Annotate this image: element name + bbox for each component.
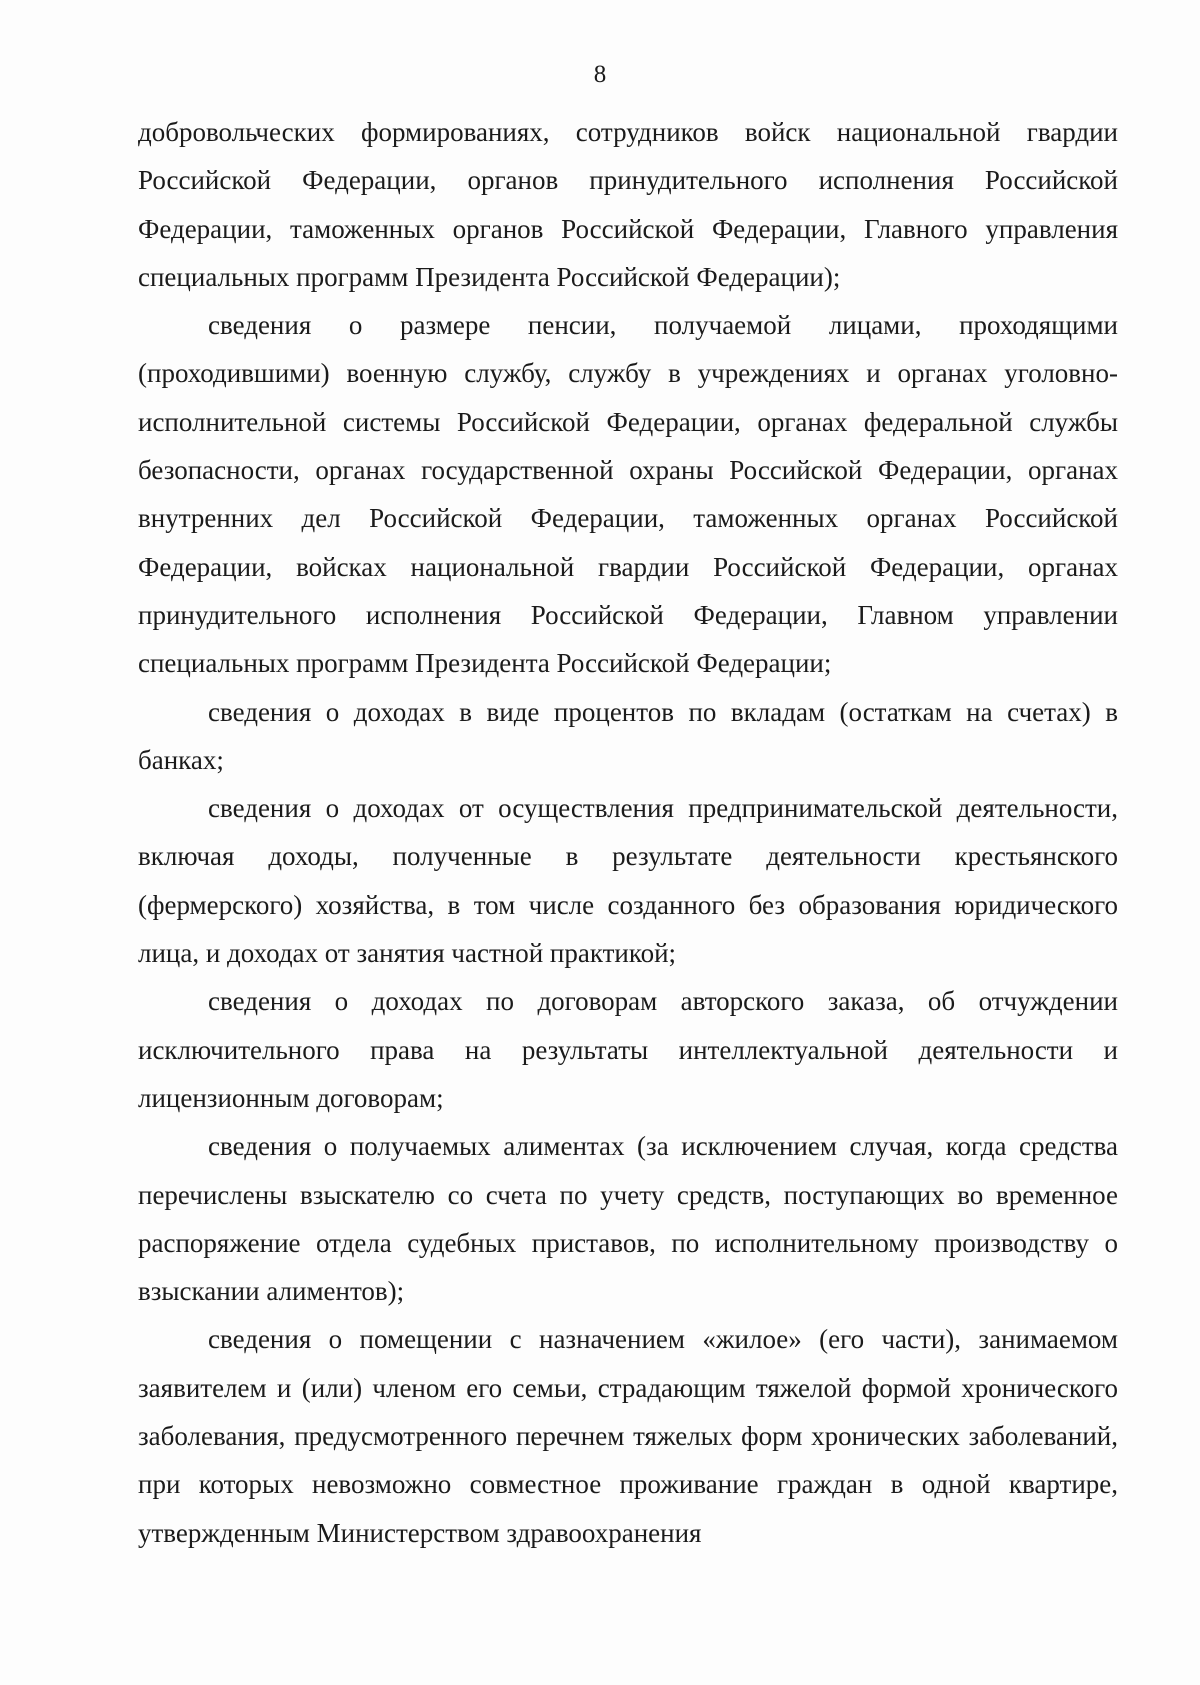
document-body: [138, 108, 1118, 1557]
page-number: 8: [593, 61, 607, 88]
paragraph-3: сведения о доходах в виде процентов по вкладам (остаткам на счетах) в банках;: [138, 696, 1118, 775]
paragraph-2: сведения о размере пенсии, получаемой лицами, проходящими (проходившими) военную службу, службу в учреждениях и органах уголовно-исполнительной системы Российской Федерации, органах федеральной службы безопасности, органах государственной охраны Российской Федерации, органах внутренних дел Российской Федерации, таможенных органах Российской Федерации, войсках национальной гвардии Российской Федерации, органах принудительного исполнения Российской Федерации, Главном управлении специальных программ Президента Российской Федерации;: [138, 310, 1118, 679]
paragraph-6: сведения о получаемых алиментах (за исключением случая, когда средства перечислены взыскателю со счета по учету средств, поступающих во временное распоряжение отдела судебных приставов, по исполнительному производству о взыскании алиментов);: [138, 1131, 1118, 1307]
paragraph-5: сведения о доходах по договорам авторского заказа, об отчуждении исключительного права на результаты интеллектуальной деятельности и лицензионным договорам;: [138, 986, 1118, 1113]
paragraph-7: сведения о помещении с назначением «жилое» (его части), занимаемом заявителем и (или) членом его семьи, страдающим тяжелой формой хронического заболевания, предусмотренного перечнем тяжелых форм хронических заболеваний, при которых невозможно совместное проживание граждан в одной квартире, утвержденным Министерством здравоохранения: [138, 1324, 1118, 1548]
paragraph-4: сведения о доходах от осуществления предпринимательской деятельности, включая доходы, полученные в результате деятельности крестьянского (фермерского) хозяйства, в том числе созданного без образования юридического лица, и доходах от занятия частной практикой;: [138, 793, 1118, 969]
paragraph-1: добровольческих формированиях, сотрудников войск национальной гвардии Российской Федерации, органов принудительного исполнения Российской Федерации, таможенных органов Российской Федерации, Главного управления специальных программ Президента Российской Федерации);: [138, 117, 1118, 292]
